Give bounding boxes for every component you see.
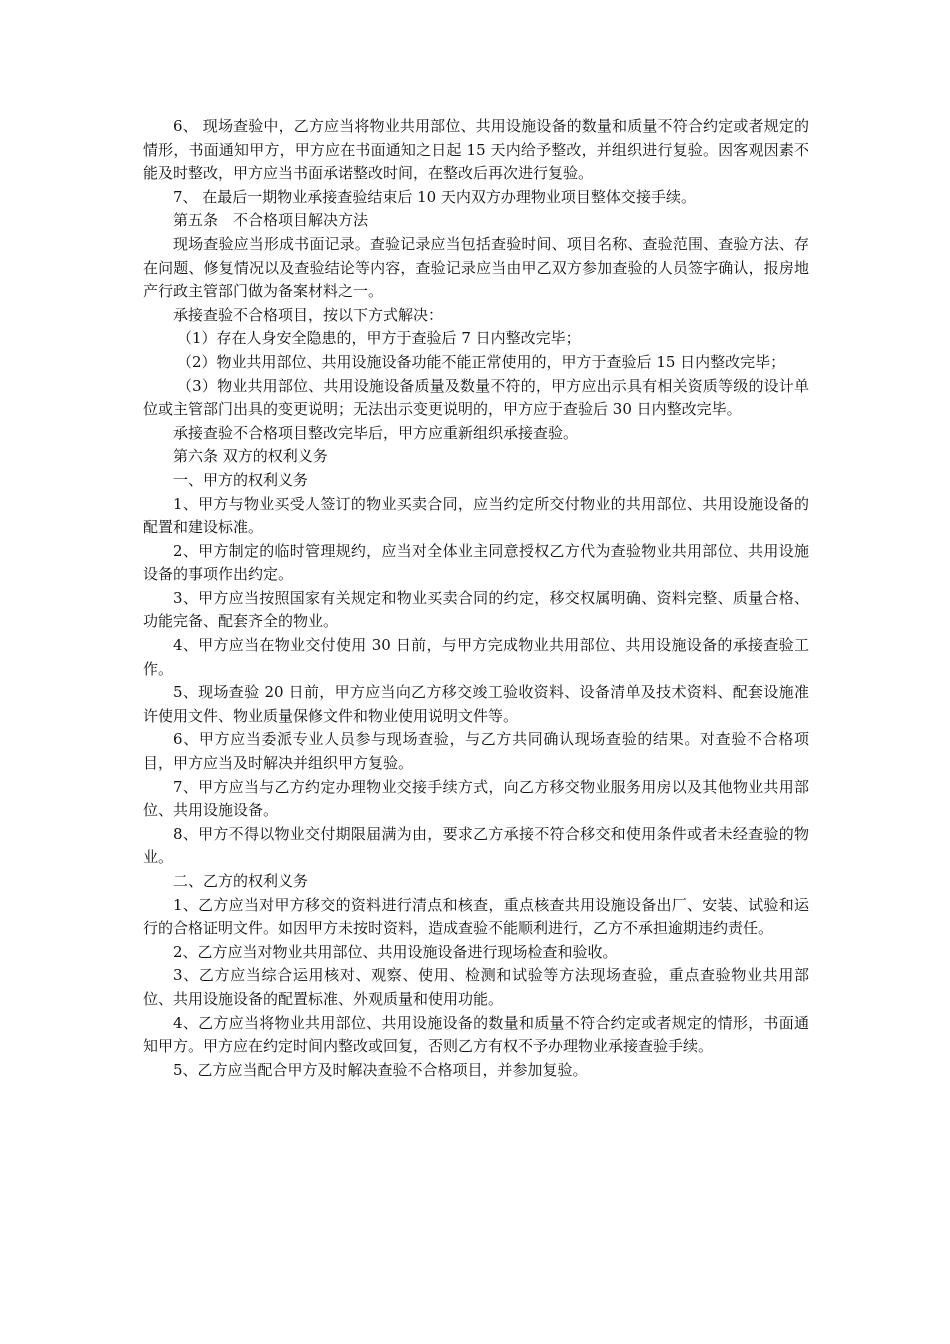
party-b-item-5: 5、乙方应当配合甲方及时解决查验不合格项目，并参加复验。 (173, 1060, 588, 1079)
party-b-item-1: 1、乙方应当对甲方移交的资料进行清点和核查，重点核查共用设施设备出厂、安装、试验和运行的合格证明文件。如因甲方未按时资料，造成查验不能顺利进行，乙方不承担逾期违约责任。 (143, 895, 809, 938)
party-a-item-8: 8、甲方不得以物业交付期限届满为由，要求乙方承接不符合移交和使用条件或者未经查验的物业。 (143, 824, 809, 867)
party-a-item-2: 2、甲方制定的临时管理规约，应当对全体业主同意授权乙方代为查验物业共用部位、共用设施设备的事项作出约定。 (143, 541, 809, 584)
party-b-item-4: 4、乙方应当将物业共用部位、共用设施设备的数量和质量不符合约定或者规定的情形，书面通知甲方。甲方应在约定时间内整改或回复，否则乙方有权不予办理物业承接查验手续。 (143, 1013, 809, 1056)
party-a-item-7: 7、甲方应当与乙方约定办理物业交接手续方式，向乙方移交物业服务用房以及其他物业共用部位、共用设施设备。 (143, 777, 809, 820)
party-a-item-6: 6、甲方应当委派专业人员参与现场查验，与乙方共同确认现场查验的结果。对查验不合格项目，甲方应当及时解决并组织甲方复验。 (143, 730, 809, 773)
party-a-item-4: 4、甲方应当在物业交付使用 30 日前，与甲方完成物业共用部位、共用设施设备的承接查验工作。 (143, 636, 809, 678)
paragraph-clause-7: 7、 在最后一期物业承接查验结束后 10 天内双方办理物业项目整体交接手续。 (173, 187, 696, 206)
list-item-1: （1）存在人身安全隐患的，甲方于查验后 7 日内整改完毕； (177, 329, 581, 348)
party-b-item-3: 3、乙方应当综合运用核对、观察、使用、检测和试验等方法现场查验，重点查验物业共用部位、共用设施设备的配置标准、外观质量和使用功能。 (143, 966, 809, 1008)
paragraph-resolution-intro: 承接查验不合格项目，按以下方式解决： (173, 305, 444, 324)
party-b-item-2: 2、乙方应当对物业共用部位、共用设施设备进行现场检查和验收。 (173, 942, 618, 961)
paragraph-inspection-record: 现场查验应当形成书面记录。查验记录应当包括查验时间、项目名称、查验范围、查验方法、存在问题、修复情况以及查验结论等内容，查验记录应当由甲乙双方参加查验的人员签字确认，报房地产行政主管部门做为备案材料之一。 (143, 234, 809, 301)
party-a-item-5: 5、现场查验 20 日前，甲方应当向乙方移交竣工验收资料、设备清单及技术资料、配套设施准许使用文件、物业质量保修文件和物业使用说明文件等。 (143, 683, 809, 725)
document-body (143, 115, 809, 1082)
party-a-item-1: 1、甲方与物业买受人签订的物业买卖合同，应当约定所交付物业的共用部位、共用设施设备的配置和建设标准。 (143, 494, 809, 537)
section-heading-article-5: 第五条 不合格项目解决方法 (173, 211, 369, 230)
list-item-3: （3）物业共用部位、共用设施设备质量及数量不符的，甲方应出示具有相关资质等级的设计单位或主管部门出具的变更说明；无法出示变更说明的，甲方应于查验后 30 日内整改完毕。 (143, 376, 809, 419)
party-a-item-3: 3、甲方应当按照国家有关规定和物业买卖合同的约定，移交权属明确、资料完整、质量合格、功能完备、配套齐全的物业。 (143, 588, 809, 631)
paragraph-clause-6: 6、 现场查验中，乙方应当将物业共用部位、共用设施设备的数量和质量不符合约定或者规定的情形，书面通知甲方，甲方应在书面通知之日起 15 天内给予整改，并组织进行复验。因客观因素不能及时整改，甲方应当书面承诺整改时间，在整改后再次进行复验。 (143, 117, 809, 183)
list-item-2: （2）物业共用部位、共用设施设备功能不能正常使用的，甲方于查验后 15 日内整改完毕； (177, 352, 786, 371)
paragraph-reinspection: 承接查验不合格项目整改完毕后，甲方应重新组织承接查验。 (173, 423, 579, 442)
subheading-party-a: 一、甲方的权利义务 (173, 470, 309, 489)
section-heading-article-6: 第六条 双方的权利义务 (173, 447, 328, 466)
subheading-party-b: 二、乙方的权利义务 (173, 872, 309, 890)
